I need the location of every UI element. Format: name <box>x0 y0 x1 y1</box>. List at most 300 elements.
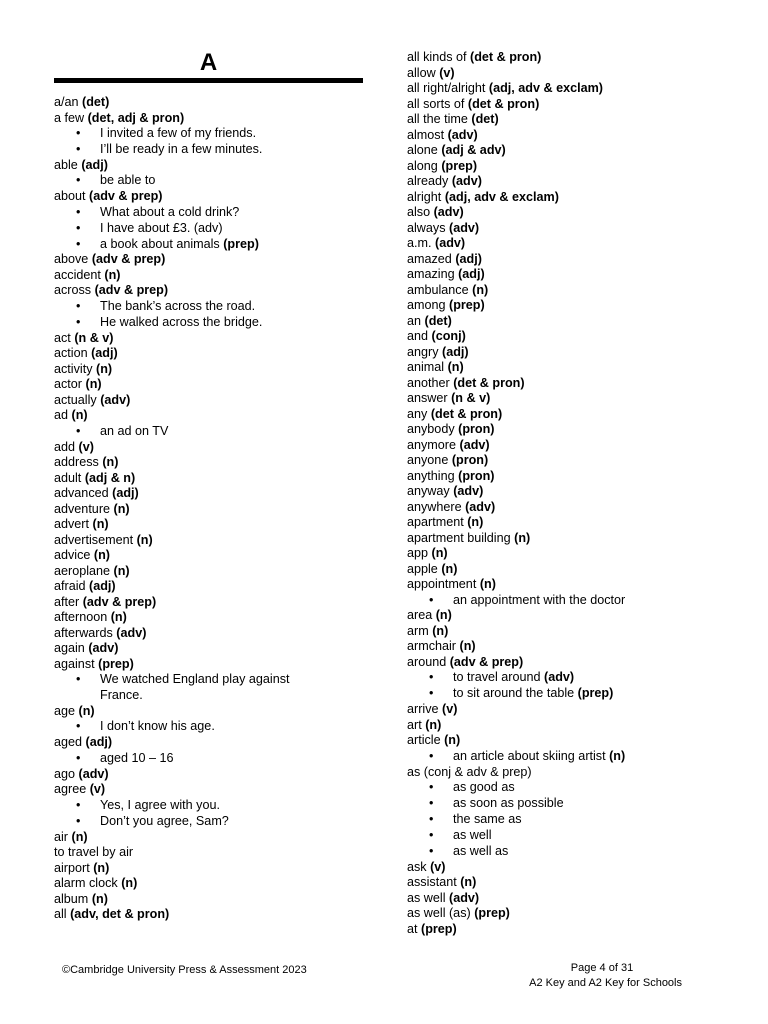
word-entry <box>407 143 727 159</box>
word-entry <box>54 564 366 580</box>
word-entry <box>407 252 727 268</box>
word-entry <box>54 268 366 284</box>
part-of-speech: (adv) <box>459 437 490 452</box>
part-of-speech: (adv) <box>433 205 464 219</box>
part-of-speech: (adv) <box>78 766 109 781</box>
headword: actor <box>54 377 82 392</box>
headword: airport <box>54 860 90 875</box>
headword: allow <box>407 65 436 80</box>
word-entry <box>54 440 366 456</box>
part-of-speech: (adv) <box>435 236 466 250</box>
word-entry <box>54 735 366 751</box>
word-entry <box>407 128 727 144</box>
word-entry <box>54 767 366 783</box>
example-text: The bank’s across the road. <box>100 298 256 313</box>
part-of-speech: (v) <box>89 782 106 797</box>
bullet-icon: • <box>76 204 81 219</box>
part-of-speech: (n) <box>102 455 119 470</box>
heading-rule <box>54 78 363 83</box>
word-entry <box>54 579 366 595</box>
word-entry <box>407 66 727 82</box>
example-text: aged 10 – 16 <box>100 750 174 765</box>
example-text: I have about £3. (adv) <box>100 220 223 235</box>
bullet-icon: • <box>76 813 81 828</box>
word-entry <box>54 657 366 673</box>
example-item <box>407 670 727 686</box>
example-item <box>54 205 330 221</box>
part-of-speech: (prep) <box>441 158 478 173</box>
headword: area <box>407 608 433 623</box>
headword: to travel by air <box>54 845 134 860</box>
word-entry <box>407 360 727 376</box>
example-item <box>54 142 330 158</box>
headword: all right/alright <box>407 81 486 95</box>
part-of-speech: (adj, adv & exclam) <box>488 81 603 95</box>
example-text: an ad on TV <box>100 423 169 438</box>
example-text: as well as <box>453 843 509 858</box>
part-of-speech: (det & pron) <box>467 96 540 111</box>
part-of-speech: (adv, det & pron) <box>70 907 170 922</box>
headword: aged <box>54 735 83 750</box>
headword: accident <box>54 267 101 282</box>
headword: air <box>54 829 68 844</box>
part-of-speech: (adv) <box>453 484 484 498</box>
word-entry <box>54 595 366 611</box>
headword: age <box>54 703 76 718</box>
example-text: be able to <box>100 173 156 188</box>
headword: advice <box>54 548 91 563</box>
part-of-speech: (adv) <box>449 890 480 905</box>
word-entry <box>54 362 366 378</box>
part-of-speech: (pron) <box>458 422 495 436</box>
part-of-speech: (det & pron) <box>453 375 525 390</box>
exam-title: A2 Key and A2 Key for Schools <box>529 977 682 989</box>
part-of-speech: (n & v) <box>74 330 114 345</box>
word-entry <box>407 906 727 922</box>
headword: animal <box>407 360 445 374</box>
part-of-speech: (adj) <box>85 735 113 750</box>
example-item <box>54 173 330 189</box>
bullet-icon: • <box>429 592 434 607</box>
part-of-speech: (n) <box>113 501 130 516</box>
headword: action <box>54 346 88 361</box>
word-entry <box>407 329 727 345</box>
part-of-speech: (n) <box>96 361 113 376</box>
word-entry <box>54 283 366 299</box>
headword: anymore <box>407 437 456 452</box>
right-column <box>407 50 727 937</box>
example-text: He walked across the bridge. <box>100 314 263 329</box>
part-of-speech: (det & pron) <box>430 406 503 421</box>
bullet-icon: • <box>76 719 81 734</box>
part-of-speech: (v) <box>78 439 94 454</box>
word-entry <box>54 158 366 174</box>
headword: across <box>54 283 92 298</box>
part-of-speech: (n) <box>93 548 110 563</box>
part-of-speech: (prep) <box>223 236 259 251</box>
headword: able <box>54 157 78 172</box>
headword: ask <box>407 859 427 874</box>
part-of-speech: (n) <box>71 829 88 844</box>
word-entry <box>407 267 727 283</box>
headword: advert <box>54 517 90 532</box>
part-of-speech: (adv) <box>100 392 131 407</box>
part-of-speech: (pron) <box>451 453 489 467</box>
headword: always <box>407 220 446 235</box>
part-of-speech: (conj) <box>431 329 466 343</box>
headword: all sorts of <box>407 96 465 111</box>
part-of-speech: (adj) <box>89 579 116 594</box>
headword: anybody <box>407 422 455 436</box>
word-entry <box>407 391 727 407</box>
part-of-speech: (adj) <box>81 157 108 172</box>
headword: afraid <box>54 579 86 594</box>
part-of-speech: (prep) <box>449 298 485 312</box>
word-entry <box>407 608 727 624</box>
part-of-speech: (adv) <box>451 174 482 188</box>
part-of-speech: (n) <box>432 623 449 638</box>
word-entry <box>54 704 366 720</box>
headword: also <box>407 205 431 219</box>
part-of-speech: (adj) <box>442 344 469 359</box>
example-item <box>407 593 727 609</box>
part-of-speech: (v) <box>430 859 446 874</box>
headword: all <box>54 907 67 922</box>
example-text: the same as <box>453 811 522 826</box>
part-of-speech: (n) <box>431 546 448 560</box>
headword: about <box>54 189 86 204</box>
headword: advanced <box>54 486 109 501</box>
bullet-icon: • <box>429 670 434 685</box>
part-of-speech: (adv & prep) <box>449 654 524 669</box>
part-of-speech: (det) <box>471 112 499 126</box>
part-of-speech: (n) <box>78 703 95 718</box>
part-of-speech: (adv) <box>88 641 119 656</box>
headword: alright <box>407 189 442 204</box>
example-item <box>407 780 727 796</box>
headword: amazing <box>407 267 455 281</box>
headword: article <box>407 733 441 748</box>
part-of-speech: (det) <box>424 313 452 328</box>
example-text: to sit around the table <box>453 686 575 701</box>
headword: app <box>407 546 429 560</box>
headword: ad <box>54 408 69 423</box>
part-of-speech: (adv) <box>447 127 478 142</box>
headword: along <box>407 158 438 173</box>
word-entry <box>54 610 366 626</box>
example-text: What about a cold drink? <box>100 204 240 219</box>
part-of-speech: (n) <box>113 563 130 578</box>
part-of-speech: (prep) <box>421 921 457 936</box>
headword: amazed <box>407 251 452 266</box>
word-entry <box>407 733 727 749</box>
headword: apartment <box>407 515 464 529</box>
bullet-icon: • <box>76 797 81 812</box>
part-of-speech: (n) <box>92 517 109 532</box>
part-of-speech: (adv) <box>449 220 480 235</box>
headword: as well (as) <box>407 906 471 921</box>
example-item <box>54 672 330 704</box>
word-entry <box>54 486 366 502</box>
part-of-speech: (n) <box>467 515 484 529</box>
part-of-speech: (n) <box>121 876 138 891</box>
bullet-icon: • <box>429 686 434 701</box>
example-item <box>407 796 727 812</box>
part-of-speech: (adv & prep) <box>91 252 166 267</box>
example-text: as soon as possible <box>453 796 564 811</box>
word-entry <box>407 407 727 423</box>
part-of-speech: (n) <box>441 561 458 576</box>
headword: adult <box>54 470 82 485</box>
headword: an <box>407 313 422 328</box>
headword: again <box>54 641 85 656</box>
word-entry <box>407 639 727 655</box>
headword: almost <box>407 127 445 142</box>
part-of-speech: (adj) <box>91 346 118 361</box>
copyright-notice: ©Cambridge University Press & Assessment 2023 <box>62 964 307 976</box>
part-of-speech: (n) <box>459 639 476 654</box>
example-text: as good as <box>453 780 515 795</box>
headword: any <box>407 406 428 421</box>
headword: as (conj & adv & prep) <box>407 764 532 779</box>
example-text: We watched England play against France. <box>100 672 290 703</box>
word-entry <box>54 861 366 877</box>
headword: angry <box>407 344 439 359</box>
word-entry <box>407 484 727 500</box>
part-of-speech: (n) <box>479 577 496 591</box>
word-entry <box>54 641 366 657</box>
part-of-speech: (n) <box>435 608 452 623</box>
word-entry <box>54 111 366 127</box>
word-entry <box>407 81 727 97</box>
part-of-speech: (prep) <box>98 656 134 671</box>
example-item <box>54 751 330 767</box>
word-entry <box>54 252 366 268</box>
headword: alone <box>407 143 438 157</box>
word-entry <box>407 469 727 485</box>
word-entry <box>407 190 727 206</box>
part-of-speech: (prep) <box>577 686 614 701</box>
headword: among <box>407 298 446 312</box>
headword: a.m. <box>407 236 432 250</box>
bullet-icon: • <box>76 126 81 140</box>
example-item <box>54 237 330 253</box>
part-of-speech: (n) <box>93 860 110 875</box>
headword: another <box>407 375 450 390</box>
bullet-icon: • <box>76 173 81 188</box>
word-entry <box>407 891 727 907</box>
example-text: an article about skiing artist <box>453 748 606 763</box>
word-entry <box>54 626 366 642</box>
headword: appointment <box>407 577 477 591</box>
headword: a few <box>54 110 85 125</box>
word-entry <box>407 50 727 66</box>
section-heading: A <box>199 49 218 76</box>
word-entry <box>54 830 366 846</box>
part-of-speech: (adj) <box>112 486 139 501</box>
headword: and <box>407 329 432 343</box>
part-of-speech: (v) <box>439 65 455 80</box>
headword: all the time <box>407 112 468 126</box>
word-entry <box>54 845 366 861</box>
example-text: as well <box>453 827 492 842</box>
part-of-speech: (n) <box>514 530 531 545</box>
part-of-speech: (adv & prep) <box>82 594 157 609</box>
example-item <box>54 798 330 814</box>
example-item <box>407 686 727 702</box>
word-entry <box>407 922 727 938</box>
word-entry <box>407 159 727 175</box>
word-entry <box>54 346 366 362</box>
word-entry <box>407 860 727 876</box>
part-of-speech: (adv) <box>544 670 575 685</box>
part-of-speech: (adj) <box>458 267 485 281</box>
example-text: to travel around <box>453 670 541 685</box>
word-entry <box>54 876 366 892</box>
word-entry <box>54 455 366 471</box>
headword: actually <box>54 392 97 407</box>
left-column <box>54 95 366 923</box>
part-of-speech: (n) <box>110 610 127 625</box>
headword: add <box>54 439 76 454</box>
headword: ago <box>54 766 76 781</box>
word-entry <box>407 376 727 392</box>
headword: art <box>407 717 422 732</box>
headword: alarm clock <box>54 876 118 891</box>
part-of-speech: (v) <box>442 702 458 717</box>
headword: anyway <box>407 484 450 498</box>
example-text: a book about animals <box>100 236 220 251</box>
part-of-speech: (n) <box>460 875 477 890</box>
headword: above <box>54 252 89 267</box>
headword: afternoon <box>54 610 108 625</box>
part-of-speech: (n) <box>472 282 489 297</box>
headword: aeroplane <box>54 563 111 578</box>
example-item <box>54 424 330 440</box>
word-entry <box>407 702 727 718</box>
part-of-speech: (n) <box>447 360 464 374</box>
part-of-speech: (adj & adv) <box>441 143 506 157</box>
part-of-speech: (n) <box>104 267 121 282</box>
word-entry <box>407 221 727 237</box>
example-text: I invited a few of my friends. <box>100 126 257 140</box>
example-item <box>54 814 330 830</box>
headword: around <box>407 654 447 669</box>
headword: anywhere <box>407 499 462 514</box>
example-item <box>54 719 330 735</box>
part-of-speech: (adj & n) <box>84 470 136 485</box>
bullet-icon: • <box>429 796 434 811</box>
example-item <box>407 844 727 860</box>
word-entry <box>407 205 727 221</box>
part-of-speech: (adv & prep) <box>94 283 169 298</box>
part-of-speech: (det, adj & pron) <box>87 110 185 125</box>
headword: ambulance <box>407 282 469 297</box>
headword: apple <box>407 561 438 576</box>
word-entry <box>54 502 366 518</box>
word-entry <box>407 515 727 531</box>
example-text: I don’t know his age. <box>100 719 215 734</box>
headword: arm <box>407 623 429 638</box>
example-text: Yes, I agree with you. <box>100 797 220 812</box>
example-text: Don’t you agree, Sam? <box>100 813 229 828</box>
headword: act <box>54 330 71 345</box>
word-entry <box>54 331 366 347</box>
part-of-speech: (adj) <box>455 251 482 266</box>
word-entry <box>407 438 727 454</box>
word-entry <box>54 408 366 424</box>
part-of-speech: (det & pron) <box>470 50 542 64</box>
example-item <box>54 315 330 331</box>
word-entry <box>407 174 727 190</box>
word-entry <box>54 533 366 549</box>
bullet-icon: • <box>429 843 434 858</box>
headword: after <box>54 594 80 609</box>
bullet-icon: • <box>76 236 81 251</box>
part-of-speech: (n) <box>136 532 153 547</box>
headword: anything <box>407 468 455 483</box>
part-of-speech: (n & v) <box>451 391 491 405</box>
example-item <box>54 126 330 142</box>
part-of-speech: (det) <box>82 95 110 109</box>
example-item <box>54 299 330 315</box>
word-entry <box>407 314 727 330</box>
word-entry <box>54 393 366 409</box>
part-of-speech: (n) <box>425 717 442 732</box>
word-entry <box>407 97 727 113</box>
example-item <box>407 828 727 844</box>
bullet-icon: • <box>76 298 81 313</box>
example-text: I’ll be ready in a few minutes. <box>100 141 263 156</box>
headword: at <box>407 921 418 936</box>
word-entry <box>54 782 366 798</box>
headword: advertisement <box>54 532 134 547</box>
word-entry <box>407 422 727 438</box>
example-item <box>407 749 727 765</box>
bullet-icon: • <box>76 750 81 765</box>
headword: arrive <box>407 702 439 717</box>
word-entry <box>407 531 727 547</box>
word-entry <box>407 765 727 781</box>
headword: apartment building <box>407 530 511 545</box>
bullet-icon: • <box>76 220 81 235</box>
word-entry <box>407 655 727 671</box>
part-of-speech: (pron) <box>458 468 495 483</box>
headword: armchair <box>407 639 456 654</box>
word-entry <box>54 548 366 564</box>
word-entry <box>407 577 727 593</box>
example-text: an appointment with the doctor <box>453 592 626 607</box>
part-of-speech: (prep) <box>474 906 510 921</box>
word-entry <box>407 624 727 640</box>
bullet-icon: • <box>429 748 434 763</box>
headword: adventure <box>54 501 111 516</box>
headword: as well <box>407 890 446 905</box>
headword: afterwards <box>54 625 113 640</box>
headword: album <box>54 891 89 906</box>
word-entry <box>54 517 366 533</box>
bullet-icon: • <box>429 811 434 826</box>
part-of-speech: (adv) <box>465 499 496 514</box>
headword: against <box>54 656 95 671</box>
page-number: Page 4 of 31 <box>570 962 634 974</box>
headword: all kinds of <box>407 50 467 64</box>
word-entry <box>407 718 727 734</box>
headword: already <box>407 174 449 188</box>
part-of-speech: (adv & prep) <box>89 189 163 204</box>
part-of-speech: (adv) <box>116 625 147 640</box>
word-entry <box>54 95 366 111</box>
